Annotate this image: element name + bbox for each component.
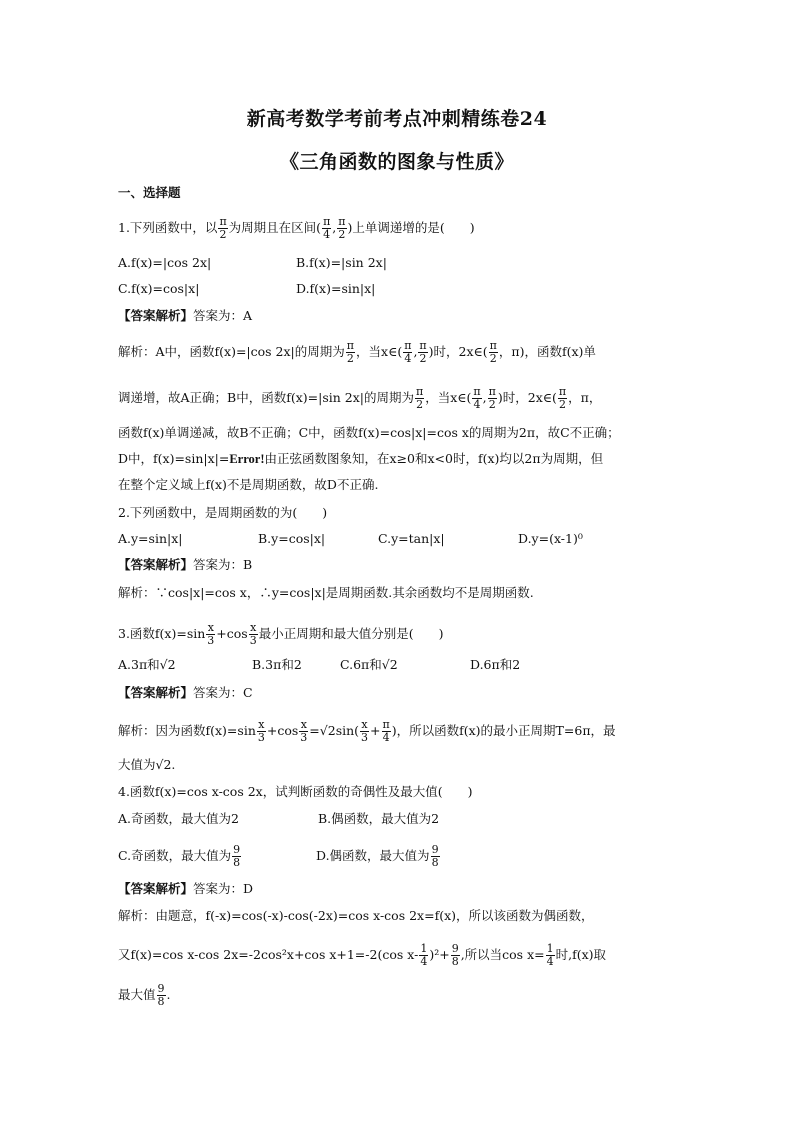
- fraction: $\frac{\pi}{4}$: [323, 215, 331, 241]
- q1-explanation-line5: 在整个定义域上f(x)不是周期函数，故D不正确.: [118, 477, 379, 492]
- q4-option-a: A.奇函数，最大值为2: [118, 811, 239, 826]
- q1-explanation-line4: D中，f(x)=sin|x|=Error!由正弦函数图象知，在x≥0和x<0时，f(x)均以2π为周期，但: [118, 451, 604, 466]
- q4-stem: 4.函数f(x)=cos x-cos 2x，试判断函数的奇偶性及最大值( ): [118, 784, 473, 799]
- q2-option-b: B.y=cos|x|: [258, 531, 326, 546]
- q1-answer: 【答案解析】答案为：A: [118, 308, 253, 323]
- doc-subtitle: 《三角函数的图象与性质》: [279, 151, 514, 173]
- q1-option-a: A.f(x)=|cos 2x|: [118, 255, 212, 270]
- q2-explanation: 解析：∵cos|x|=cos x，∴y=cos|x|是周期函数.其余函数均不是周期函数.: [118, 585, 534, 600]
- q3-option-b: B.3π和2: [252, 657, 302, 672]
- q2-option-d: D.y=(x-1)⁰: [518, 531, 583, 546]
- q4-explanation-line3: 最大值 $\frac{9}{8}$ .: [118, 982, 171, 1008]
- section-heading: 一、选择题: [118, 185, 181, 200]
- q3-answer: 【答案解析】答案为：C: [118, 685, 253, 700]
- q4-option-c: C.奇函数，最大值为 $\frac{9}{8}$: [118, 843, 241, 869]
- doc-title: 新高考数学考前考点冲刺精练卷24: [246, 108, 548, 130]
- q3-explanation-line2: 大值为√2.: [118, 757, 176, 772]
- q2-stem: 2.下列函数中，是周期函数的为( ): [118, 505, 328, 520]
- q4-explanation-line1: 解析：由题意，f(-x)=cos(-x)-cos(-2x)=cos x-cos 2x=f(x)，所以该函数为偶函数，: [118, 908, 594, 923]
- q2-option-c: C.y=tan|x|: [378, 531, 445, 546]
- q2-answer: 【答案解析】答案为：B: [118, 557, 253, 572]
- fraction: $\frac{\pi}{2}$: [219, 215, 227, 241]
- q1-stem: 1.下列函数中，以 $\frac{\pi}{2}$ 为周期且在区间( $\frac{\pi}{4}$ , $\frac{\pi}{2}$ )上单调递增的是( ): [118, 215, 475, 241]
- q1-option-b: B.f(x)=|sin 2x|: [296, 255, 387, 270]
- q2-option-a: A.y=sin|x|: [118, 531, 183, 546]
- q4-answer: 【答案解析】答案为：D: [118, 881, 254, 896]
- q3-explanation-line1: 解析：因为函数f(x)=sin $\frac{x}{3}$ +cos $\frac{x}{3}$ =√2sin( $\frac{x}{3}$ + $\frac{\pi}{4}$ )，所以函数f(x)的最小正周期T=6π，最: [118, 718, 616, 744]
- q1-explanation-line2: 调递增，故A正确；B中，函数f(x)=|sin 2x|的周期为 $\frac{\pi}{2}$ ，当x∈( $\frac{\pi}{4}$ , $\frac{\pi}{2}$ )时，2x∈( $\frac{\pi}{2}$ ，π，: [118, 385, 602, 411]
- q3-option-d: D.6π和2: [470, 657, 521, 672]
- fraction: $\frac{\pi}{2}$: [338, 215, 346, 241]
- q3-option-a: A.3π和√2: [118, 657, 176, 672]
- q4-option-b: B.偶函数，最大值为2: [318, 811, 440, 826]
- q4-explanation-line2: 又f(x)=cos x-cos 2x=-2cos²x+cos x+1=-2(cos x- $\frac{1}{4}$ )²+ $\frac{9}{8}$ ,所以当cos x= $\frac{1}{4}$ 时,f(x)取: [118, 942, 607, 968]
- q1-option-d: D.f(x)=sin|x|: [296, 281, 376, 296]
- q4-option-d: D.偶函数，最大值为 $\frac{9}{8}$: [316, 843, 439, 869]
- q1-explanation-line3: 函数f(x)单调递减，故B不正确；C中，函数f(x)=cos|x|=cos x的周期为2π，故C不正确；: [118, 425, 620, 440]
- q1-explanation-line1: 解析：A中，函数f(x)=|cos 2x|的周期为 $\frac{\pi}{2}$ ，当x∈( $\frac{\pi}{4}$ , $\frac{\pi}{2}$ )时，2x∈( $\frac{\pi}{2}$ ，π)，函数f(x)单: [118, 339, 596, 365]
- q3-option-c: C.6π和√2: [340, 657, 398, 672]
- q1-option-c: C.f(x)=cos|x|: [118, 281, 200, 296]
- q3-stem: 3.函数f(x)=sin $\frac{x}{3}$ +cos $\frac{x}{3}$ 最小正周期和最大值分别是( ): [118, 621, 444, 647]
